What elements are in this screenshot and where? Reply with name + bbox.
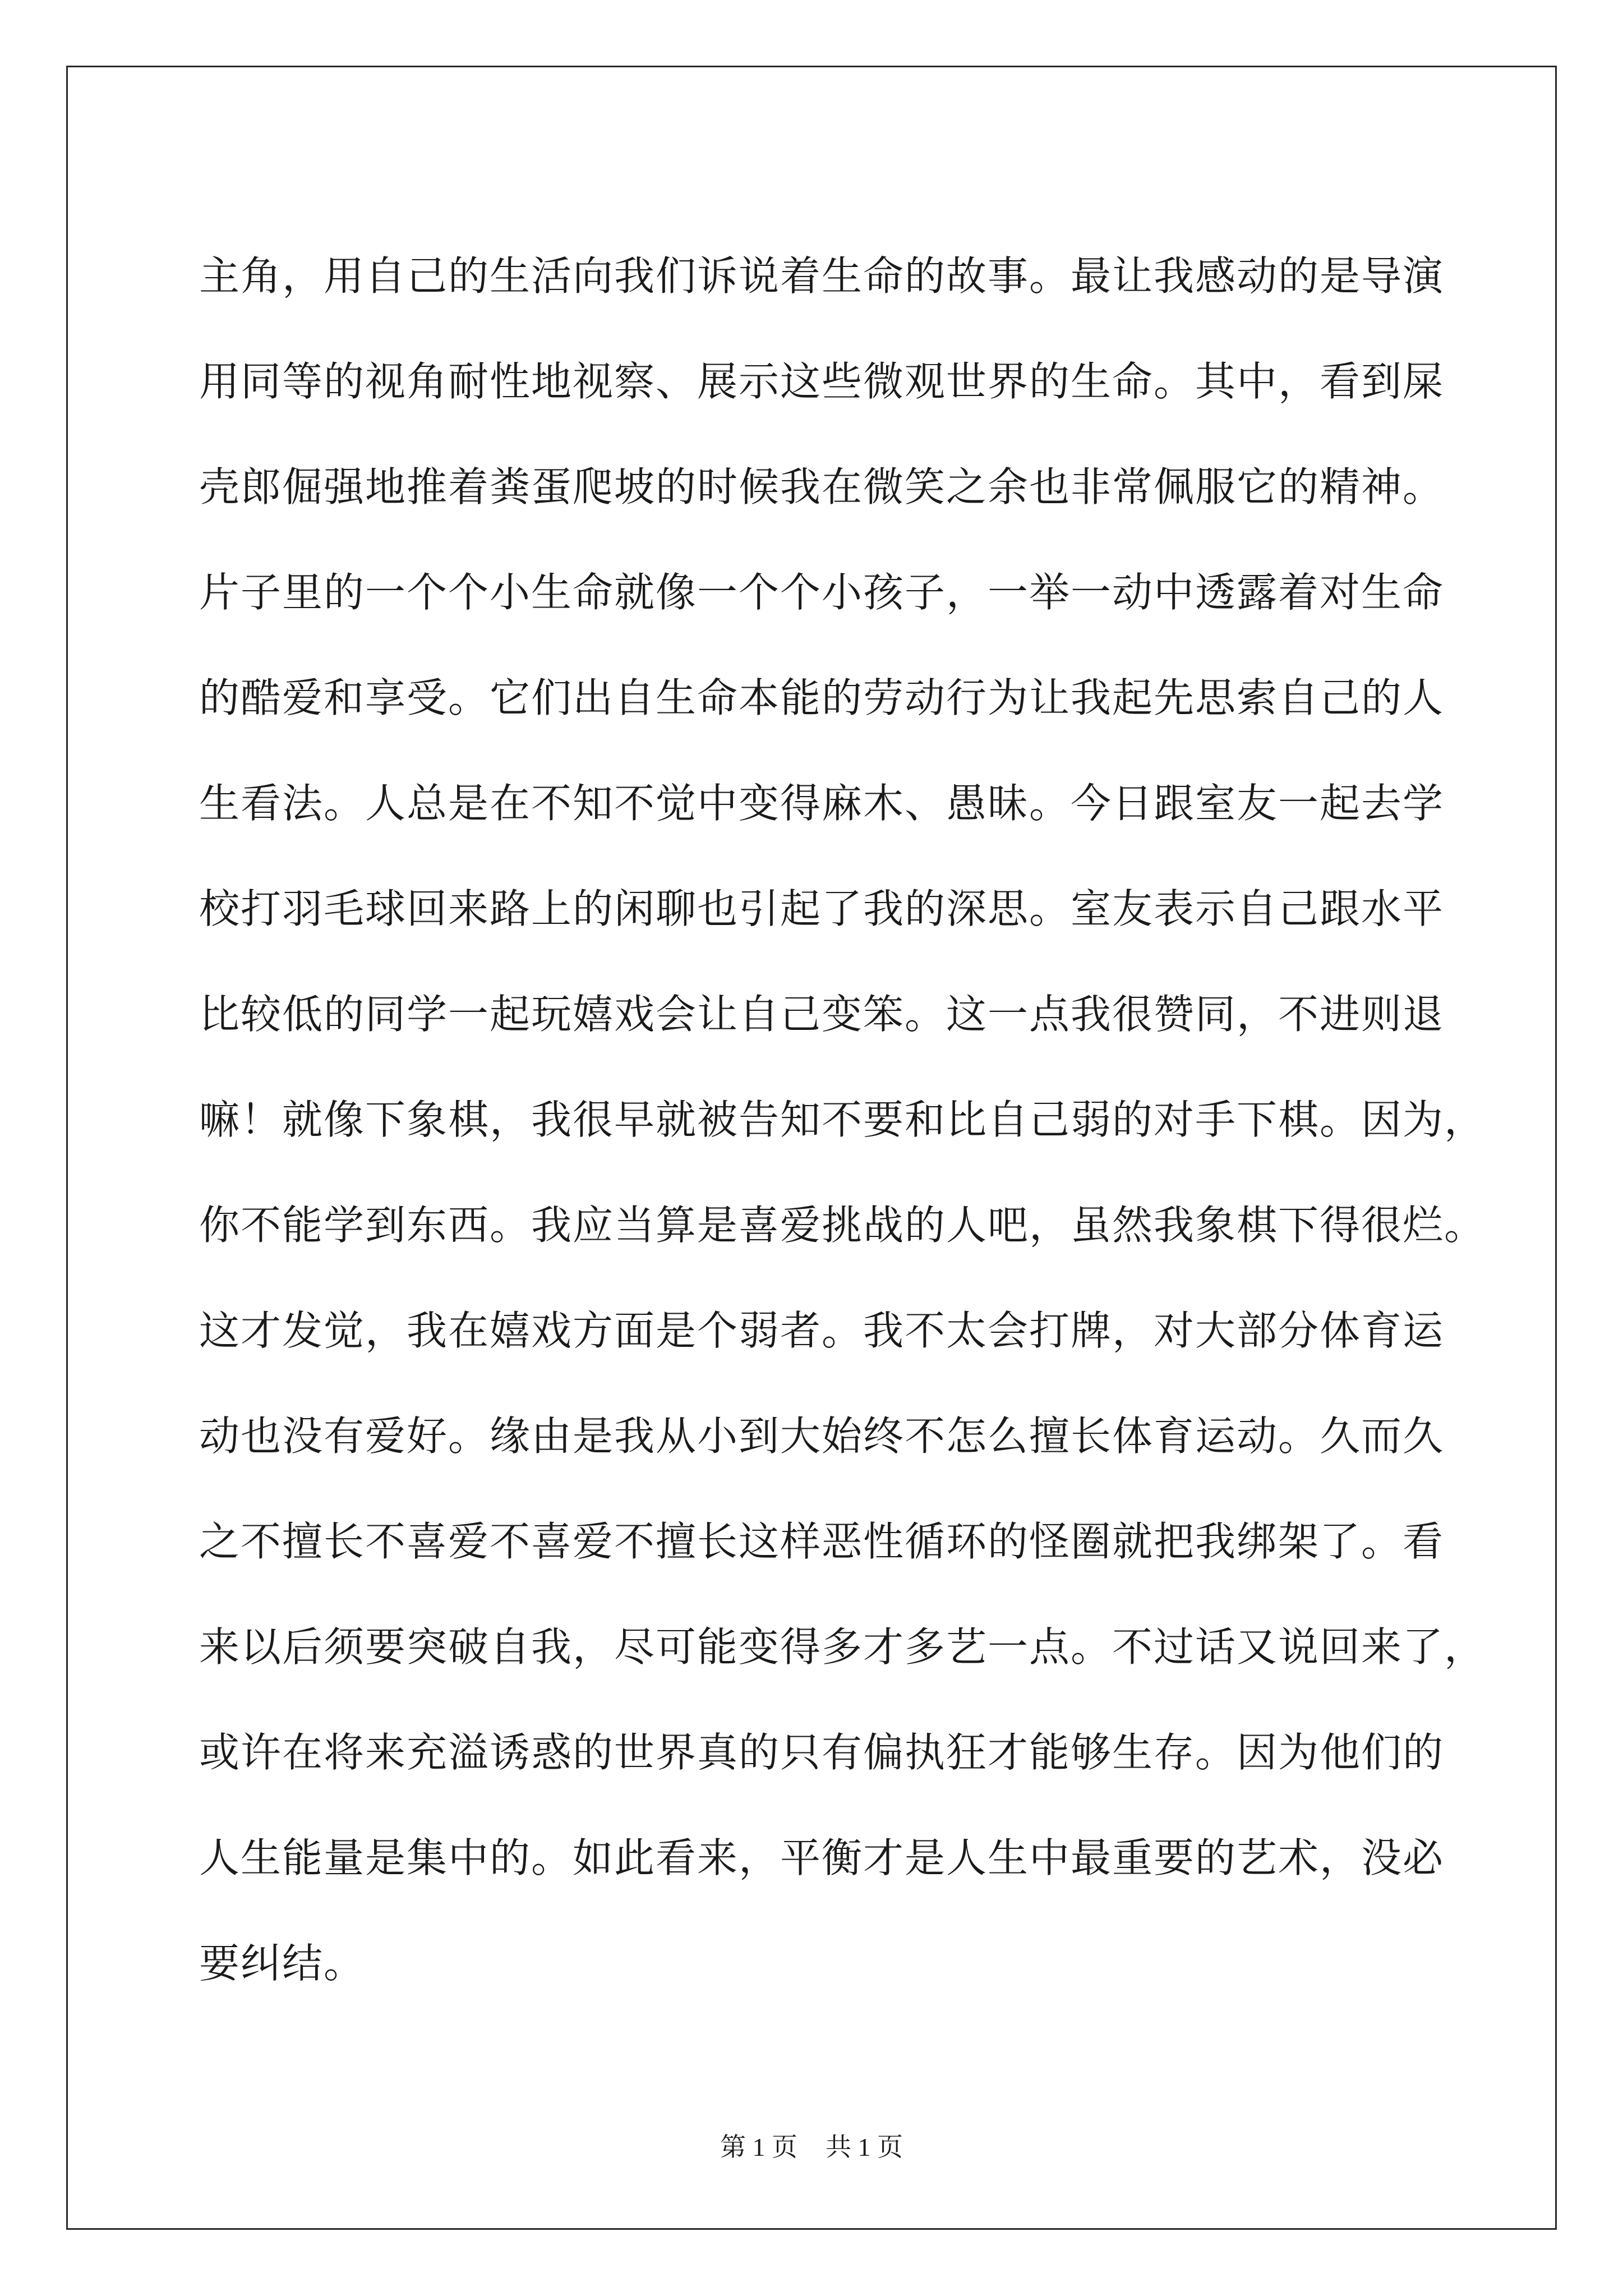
text-line: 嘛！就像下象棋，我很早就被告知不要和比自己弱的对手下棋。因为， <box>199 1096 1486 1143</box>
text-line: 或许在将来充溢诱惑的世界真的只有偏执狂才能够生存。因为他们的 <box>199 1729 1445 1776</box>
text-line: 比较低的同学一起玩嬉戏会让自己变笨。这一点我很赞同，不进则退 <box>199 991 1445 1038</box>
page-footer <box>0 2131 1623 2164</box>
text-line: 主角，用自己的生活向我们诉说着生命的故事。最让我感动的是导演 <box>199 252 1445 300</box>
page-total: 共 1 页 <box>826 2133 903 2161</box>
text-line: 的酷爱和享受。它们出自生命本能的劳动行为让我起先思索自己的人 <box>199 674 1445 721</box>
text-line: 之不擅长不喜爱不喜爱不擅长这样恶性循环的怪圈就把我绑架了。看 <box>199 1518 1445 1565</box>
text-line: 片子里的一个个小生命就像一个个小孩子，一举一动中透露着对生命 <box>199 569 1445 616</box>
text-line: 生看法。人总是在不知不觉中变得麻木、愚昧。今日跟室友一起去学 <box>199 780 1445 827</box>
text-line: 你不能学到东西。我应当算是喜爱挑战的人吧，虽然我象棋下得很烂。 <box>199 1202 1486 1249</box>
text-line: 用同等的视角耐性地视察、展示这些微观世界的生命。其中，看到屎 <box>199 358 1445 405</box>
text-line: 来以后须要突破自我，尽可能变得多才多艺一点。不过话又说回来了， <box>199 1623 1486 1671</box>
text-line: 人生能量是集中的。如此看来，平衡才是人生中最重要的艺术，没必 <box>199 1834 1445 1881</box>
text-line: 壳郎倔强地推着粪蛋爬坡的时候我在微笑之余也非常佩服它的精神。 <box>199 463 1445 510</box>
text-line: 动也没有爱好。缘由是我从小到大始终不怎么擅长体育运动。久而久 <box>199 1412 1445 1460</box>
text-line: 校打羽毛球回来路上的闲聊也引起了我的深思。室友表示自己跟水平 <box>199 885 1445 932</box>
document-body <box>199 223 1486 2016</box>
text-line: 要纠结。 <box>199 1940 366 1987</box>
page-number: 第 1 页 <box>720 2133 797 2161</box>
text-line: 这才发觉，我在嬉戏方面是个弱者。我不太会打牌，对大部分体育运 <box>199 1307 1445 1354</box>
